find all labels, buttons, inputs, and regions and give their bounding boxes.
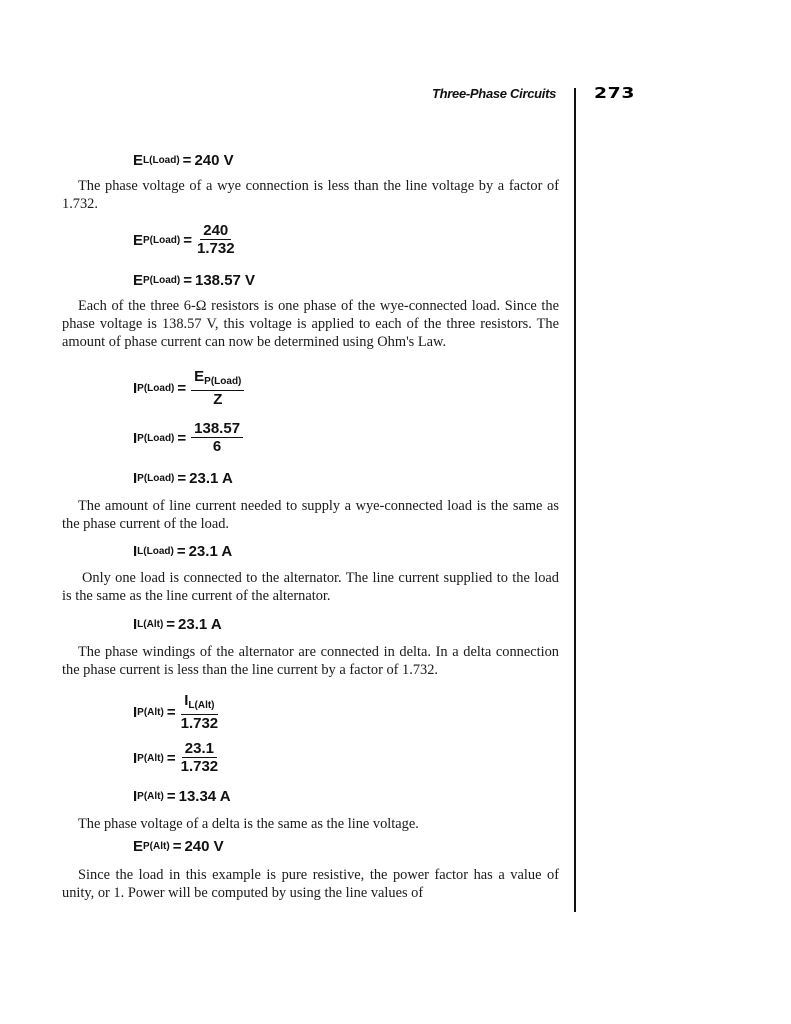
- equation-line-current-alt: [133, 616, 222, 633]
- equation-phase-voltage-result: [133, 272, 255, 289]
- numerator: $E_{P(Load)}$: [191, 368, 244, 391]
- eq-subscript: P(Alt): [143, 841, 170, 852]
- eq-subscript: P(Alt): [137, 791, 164, 802]
- numerator: 138.57: [191, 420, 243, 438]
- eq-value: 23.1 A: [178, 616, 222, 633]
- eq-value: 13.34 A: [178, 788, 231, 805]
- eq-operator: =: [176, 543, 186, 560]
- eq-operator: =: [183, 272, 192, 289]
- eq-operator: =: [182, 152, 192, 169]
- paragraph-delta-phase-voltage: The phase voltage of a delta is the same as the line voltage.: [78, 816, 419, 832]
- eq-value: 23.1 A: [188, 543, 233, 560]
- fraction: [191, 420, 243, 456]
- eq-symbol: I: [133, 543, 138, 560]
- eq-operator: =: [166, 616, 176, 633]
- paragraph-phase-voltage-wye: The phase voltage of a wye connection is less than the line voltage by a factor of 1.732.: [62, 178, 559, 212]
- eq-value: 240 V: [184, 838, 224, 855]
- eq-symbol: E: [133, 231, 144, 249]
- equation-line-current-load: [133, 543, 232, 560]
- denominator: 1.732: [180, 758, 219, 775]
- equation-phase-current-fraction: [133, 420, 243, 456]
- eq-symbol: I: [133, 788, 138, 805]
- eq-operator: =: [166, 788, 176, 805]
- fraction: [191, 368, 244, 409]
- equation-phase-current-result: [133, 470, 233, 487]
- eq-symbol: I: [133, 749, 138, 767]
- eq-operator: =: [177, 470, 187, 487]
- page-number: 273: [594, 84, 636, 102]
- eq-symbol: I: [133, 616, 138, 633]
- eq-subscript: P(Load): [143, 275, 181, 286]
- numerator: 240: [200, 222, 231, 240]
- eq-operator: =: [166, 749, 176, 767]
- eq-value: 240 V: [194, 152, 234, 169]
- fraction: [181, 692, 219, 733]
- numerator: $I_{L(Alt)}$: [181, 692, 217, 715]
- equation-phase-current-alt-formula: [133, 692, 218, 733]
- eq-value: 23.1 A: [189, 470, 233, 487]
- fraction: [197, 222, 235, 258]
- eq-subscript: P(Load): [143, 234, 181, 246]
- eq-subscript: L(Alt): [137, 619, 164, 630]
- eq-subscript: P(Load): [137, 473, 175, 484]
- eq-symbol: E: [133, 152, 144, 169]
- denominator: Z: [213, 391, 223, 408]
- paragraph-line-current-wye: The amount of line current needed to supply a wye-connected load is the same as the phase current of the load.: [62, 498, 559, 532]
- paragraph-delta-windings: The phase windings of the alternator are connected in delta. In a delta connection the phase current is less than the line current by a factor of 1.732.: [62, 644, 559, 678]
- denominator: 1.732: [180, 715, 219, 732]
- eq-symbol: I: [133, 429, 138, 447]
- eq-value: 138.57 V: [195, 272, 256, 289]
- eq-subscript: L(Load): [143, 155, 180, 166]
- denominator: 1.732: [197, 240, 235, 257]
- eq-symbol: I: [133, 704, 138, 721]
- eq-subscript: P(Alt): [137, 752, 164, 764]
- equation-phase-current-ohms-law: [133, 368, 244, 409]
- eq-symbol: I: [133, 470, 138, 487]
- eq-subscript: P(Alt): [137, 707, 164, 718]
- running-header-title: Three-Phase Circuits: [432, 86, 557, 101]
- eq-symbol: I: [133, 380, 138, 397]
- paragraph-resistors: Each of the three 6-Ω resistors is one phase of the wye-connected load. Since the phase voltage is 138.57 V, this voltage is applied to each of the three resistors. The amount of phase current can now be determined using Ohm's Law.: [62, 298, 559, 350]
- eq-operator: =: [183, 231, 192, 249]
- eq-symbol: E: [133, 272, 144, 289]
- eq-operator: =: [177, 429, 187, 447]
- numerator: 23.1: [182, 740, 217, 758]
- eq-subscript: P(Load): [137, 432, 175, 444]
- eq-subscript: P(Load): [137, 383, 175, 394]
- fraction: [181, 740, 219, 776]
- eq-subscript: L(Load): [137, 546, 174, 557]
- denominator: 6: [212, 438, 222, 455]
- equation-phase-current-alt-result: [133, 788, 231, 805]
- eq-operator: =: [177, 380, 187, 397]
- equation-phase-current-alt-fraction: [133, 740, 218, 776]
- equation-phase-voltage-fraction: [133, 222, 235, 258]
- header-rule: [574, 88, 576, 912]
- equation-phase-voltage-alt: [133, 838, 224, 855]
- equation-line-voltage-load: [133, 152, 234, 169]
- eq-symbol: E: [133, 838, 144, 855]
- paragraph-alternator-line-current: Only one load is connected to the alternator. The line current supplied to the load is the same as the line current of the alternator.: [62, 570, 559, 604]
- eq-operator: =: [172, 838, 182, 855]
- paragraph-power-factor: Since the load in this example is pure resistive, the power factor has a value of unity, or 1. Power will be computed by using the line values of: [62, 867, 559, 901]
- eq-operator: =: [166, 704, 176, 721]
